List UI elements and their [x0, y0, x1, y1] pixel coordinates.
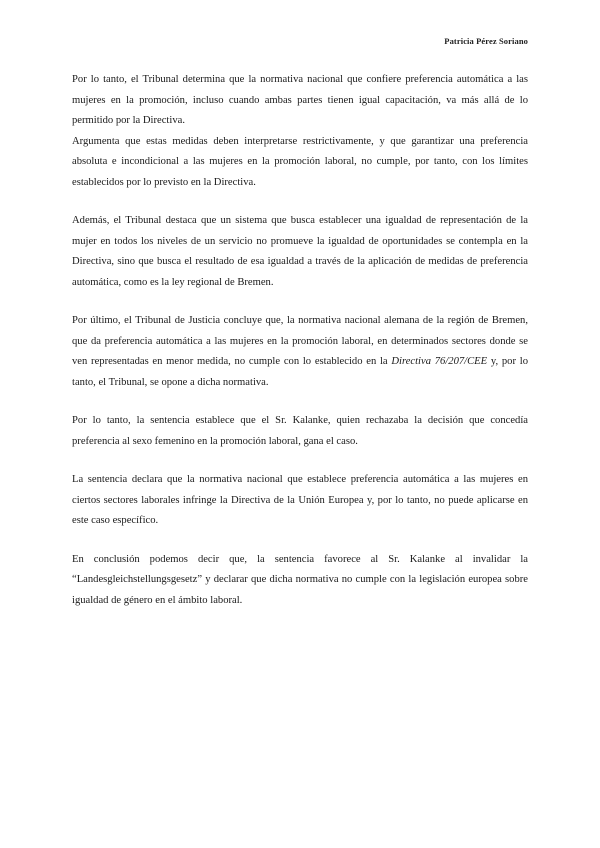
- paragraph-gap: [72, 532, 528, 550]
- paragraph-4-text-end: y, por lo tanto, el Tribunal, se opone a dicha normativa.: [72, 356, 528, 388]
- paragraph-gap: [72, 193, 528, 211]
- paragraph-gap: [72, 452, 528, 470]
- paragraph-1: Por lo tanto, el Tribunal determina que la normativa nacional que confiere preferencia automática a las mujeres en la promoción, incluso cuando ambas partes tienen igual capacitación, va más allá de lo permitido por la Directiva.: [72, 74, 528, 126]
- paragraph-6: La sentencia declara que la normativa nacional que establece preferencia automática a las mujeres en ciertos sectores laborales infringe la Directiva de la Unión Europea y, por lo tanto, no puede aplicarse en este caso específico.: [72, 474, 528, 526]
- paragraph-7: En conclusión podemos decir que, la sentencia favorece al Sr. Kalanke al invalidar la “Landesgleichstellungsgesetz” y declarar que dicha normativa no cumple con la legislación europea sobre igualdad de género en el ámbito laboral.: [72, 553, 528, 606]
- paragraph-2: Argumenta que estas medidas deben interpretarse restrictivamente, y que garantizar una preferencia absoluta e incondicional a las mujeres en la promoción laboral, no cumple, por tanto, con los límites establecidos por lo previsto en la Directiva.: [72, 135, 528, 188]
- header-author: Patricia Pérez Soriano: [444, 36, 528, 46]
- paragraph-4: [72, 311, 528, 393]
- paragraph-5: Por lo tanto, la sentencia establece que el Sr. Kalanke, quien rechazaba la decisión que concedía preferencia al sexo femenino en la promoción laboral, gana el caso.: [72, 415, 528, 447]
- paragraph-gap: [72, 393, 528, 411]
- directive-reference: Directiva 76/207/CEE: [391, 356, 488, 367]
- paragraph-gap: [72, 293, 528, 311]
- document-body: [72, 70, 528, 611]
- paragraph-4-text-start: Por último, el Tribunal de Justicia concluye que, la normativa nacional alemana de la región de Bremen, que da preferencia automática a las mujeres en la promoción laboral, en determinados sectores donde se ven representadas en menor medida, no cumple con lo establecido en la: [72, 315, 528, 367]
- paragraph-3: Además, el Tribunal destaca que un sistema que busca establecer una igualdad de representación de la mujer en todos los niveles de un servicio no promueve la igualdad de oportunidades se contempla en la Directiva, sino que busca el resultado de esa igualdad a través de la aplicación de medidas de preferencia automática, como es la ley regional de Bremen.: [72, 215, 528, 288]
